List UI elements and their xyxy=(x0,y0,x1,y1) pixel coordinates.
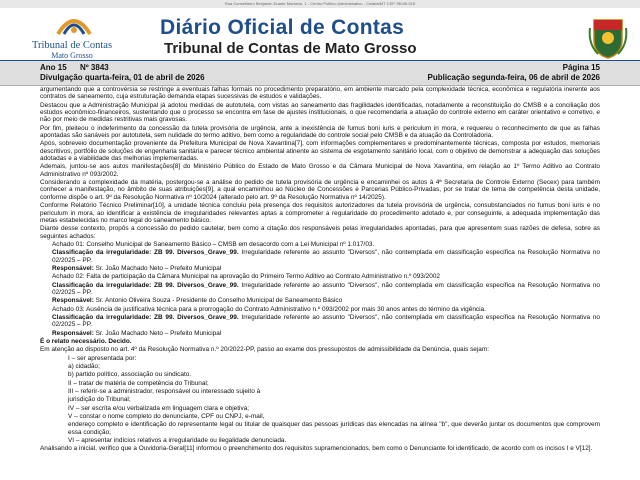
list-item: V – constar o nome completo do denunciante, CPF ou CNPJ, e-mail, xyxy=(68,413,265,421)
address-bar: Rua Conselheiro Benjamin Duarte Monteiro, 1 - Centro Político Administrativo - Cuiabá/MT CEP 78049-915 xyxy=(0,0,640,8)
masthead xyxy=(0,8,640,61)
logo-line1: Tribunal de Contas xyxy=(31,40,113,51)
paragraph: Diante desse contexto, propôs a concessão do pedido cautelar, bem como a citação dos responsáveis pelas irregularidades apontadas, para que apresentem suas razões de defesa, sobre as seguintes achados: xyxy=(40,225,600,240)
paragraph: Após, sobreveio documentação proveniente da Prefeitura Municipal de Nova Xavantina[7], com informações complementares e predominantemente técnicas, composta por estudos, memoriais descritivos, portfólio de soluções de engenharia sanitária e parecer técnico ambiental atinente ao sistema de esgotamento sanitário local, com o objetivo de demonstrar a adequação das soluções adotadas e a viabilidade das melhorias implementadas. xyxy=(40,140,600,163)
finding-1-title: Achado 01: Conselho Municipal de Saneamento Básico – CMSB em desacordo com a Lei Municipal nº 1.017/03. xyxy=(52,240,375,248)
paragraph: Considerando a complexidade da matéria, postergou-se a análise do pedido de tutela provisória de urgência e encaminhei os autos à 4ª Secretaria de Controle Externo (Secex) para também conhecer a manifestação, no âmbito de suas atribuições[9], a qual encaminhou ao Núcleo de Concessões e Parcerias Público-Privadas, por se tratar de tema de competência desta unidade, conforme dispõe o art. 9º da Resolução Normativa nº 10/2024 (alterado pelo art. 9º da Resolução Normativa nº 14/2025). xyxy=(40,179,600,201)
tce-logo-icon xyxy=(54,12,94,38)
finding-2-title: Achado 02: Falta de participação da Câmara Municipal na aprovação do Primeiro Termo Aditivo ao Contrato Administrativo n.º 093/2002 xyxy=(52,273,440,281)
paragraph: Por fim, pleiteou o indeferimento da concessão da tutela provisória de urgência, ante a inexistência de fumus boni iuris e periculum in mora, e requereu o reconhecimento de que as falhas apontadas são sanáveis por autotutela, sem nulidade do termo aditivo, bem como a regularidade do controle social pelo CMSB e da atuação da Controladoria. xyxy=(40,124,600,140)
list-item: a) cidadão; xyxy=(68,363,100,371)
publication-date: Publicação segunda-feira, 06 de abril de 2026 xyxy=(427,73,600,82)
finding-1-classification xyxy=(40,249,600,264)
list-item: endereço completo e identificação do representante legal ou titular de quaisquer das pessoas jurídicas das elencadas na alínea "b", que deverão juntar os documentos que comprovem essa condição; xyxy=(68,421,600,436)
state-crest-icon xyxy=(588,14,628,60)
edition-info-bar xyxy=(0,61,640,86)
logo-line2: Mato Grosso xyxy=(51,51,93,60)
paragraph: Destacou que a Administração Municipal já adotou medidas de autotutela, com vistas ao saneamento das fragilidades identificadas, notadamente a reconstituição do CMSB e a conciliação dos estudos econômico-financeiros, sustentando que o processo se encontra em fase de ajustes institucionais, o que recomendaria a atuação do controle externo em caráter orientativo e corretivo, e não por meio de medidas restritivas mais gravosas. xyxy=(40,101,600,124)
list-item: b) partido político, associação ou sindicato. xyxy=(68,371,192,379)
paragraph: argumentando que a controvérsia se restringe a eventuais falhas formais no procedimento preparatório, em ambiente marcado pela complexidade técnica, econômica e regulatória inerente aos contratos de saneamento, cuja estruturação demanda etapas sucessivas de estudos e validações. xyxy=(40,86,600,101)
paragraph: Analisando a inicial, verifico que a Ouvidoria-Geral[11] informou o preenchimento dos requisitos supramencionados, bem como o Denunciante foi identificado, de acordo com os incisos I e V[12]. xyxy=(40,445,593,453)
list-item: II – tratar de matéria de competência do Tribunal; xyxy=(68,379,209,387)
finding-2-classification xyxy=(40,282,600,297)
edition-number: Nº 3843 xyxy=(80,63,109,72)
list-item: I – ser apresentada por: xyxy=(68,354,137,362)
classification-text: Irregularidade referente ao assunto "Diversos", não contemplada em classificação específica na Resolução Normativa no 02/2025 – PP. xyxy=(52,313,600,329)
classification-text: Irregularidade referente ao assunto "Diversos", não contemplada em classificação específica na Resolução Normativa no 02/2025 – PP. xyxy=(52,249,600,264)
page-number: Página 15 xyxy=(562,63,600,72)
edition-year: Ano 15 xyxy=(40,63,67,72)
classification-label: Classificação da irregularidade: ZB 99. Diversos_Grave_99. xyxy=(52,313,239,321)
responsible-label: Responsável: xyxy=(52,297,94,305)
responsible-text: Sr. Antonio Oliveira Souza - Presidente do Conselho Municipal de Saneamento Básico xyxy=(95,297,343,305)
classification-label: Classificação da irregularidade: ZB 99. Diversos_Grave_99. xyxy=(52,249,239,257)
classification-text: Irregularidade referente ao assunto "Diversos", não contemplada em classificação específica na Resolução Normativa no 02/2025 – PP. xyxy=(52,281,600,296)
responsible-text: Sr. João Machado Neto – Prefeito Municipal xyxy=(95,264,222,272)
finding-3-classification xyxy=(40,314,600,329)
responsible-text: Sr. João Machado Neto – Prefeito Municipal xyxy=(95,329,222,337)
paragraph: Em atenção ao disposto no art. 4º da Resolução Normativa n.º 20/2022-PP, passo ao exame dos pressupostos de admissibilidade da Denúncia, quais sejam: xyxy=(40,346,490,354)
report-statement: É o relato necessário. Decido. xyxy=(40,338,132,345)
list-item: III – referir-se a administrador, responsável ou interessado sujeito à xyxy=(68,388,261,396)
tce-logo xyxy=(12,12,132,60)
paragraph: Ademais, juntou-se aos autos manifestações[8] do Ministério Público do Estado de Mato Grosso e da Câmara Municipal de Nova Xavantina, em relação ao 1º Termo Aditivo ao Contrato Administrativo nº 093/2002. xyxy=(40,163,600,178)
finding-2-responsible xyxy=(40,297,600,304)
list-item: IV – ser escrita e/ou verbalizada em linguagem clara e objetiva; xyxy=(68,404,250,412)
classification-label: Classificação da irregularidade: ZB 99. Diversos_Grave_99. xyxy=(52,281,239,289)
finding-1-responsible xyxy=(40,265,600,272)
finding-3-title: Achado 03: Ausência de justificativa técnica para a prorrogação do Contrato Administrativo n.º 093/2002 por mais 30 anos antes do término da vigência. xyxy=(52,305,486,313)
finding-3-responsible xyxy=(40,330,600,337)
disclosure-date: Divulgação quarta-feira, 01 de abril de 2026 xyxy=(40,73,205,82)
responsible-label: Responsável: xyxy=(52,264,94,272)
paragraph: Conforme Relatório Técnico Preliminar[10], a unidade técnica concluiu pela presença dos requisitos autorizadores da tutela provisória de urgência, consubstanciados no fumus boni iuris e no periculum in mora, ao identificar a existência de irregularidades relevantes aptas a comprometer a regularidade do procedimento adotado e, por conseguinte, a adequada implementação das metas estabelecidas no marco legal do saneamento básico. xyxy=(40,202,600,224)
document-body xyxy=(40,86,600,454)
list-item: VI – apresentar indícios relativos a irregularidade ou ilegalidade denunciada. xyxy=(68,437,287,445)
page-subtitle: Tribunal de Contas de Mato Grosso xyxy=(164,40,417,57)
list-item: jurisdição do Tribunal; xyxy=(68,396,131,404)
responsible-label: Responsável: xyxy=(52,329,94,337)
page-title: Diário Oficial de Contas xyxy=(160,16,405,39)
